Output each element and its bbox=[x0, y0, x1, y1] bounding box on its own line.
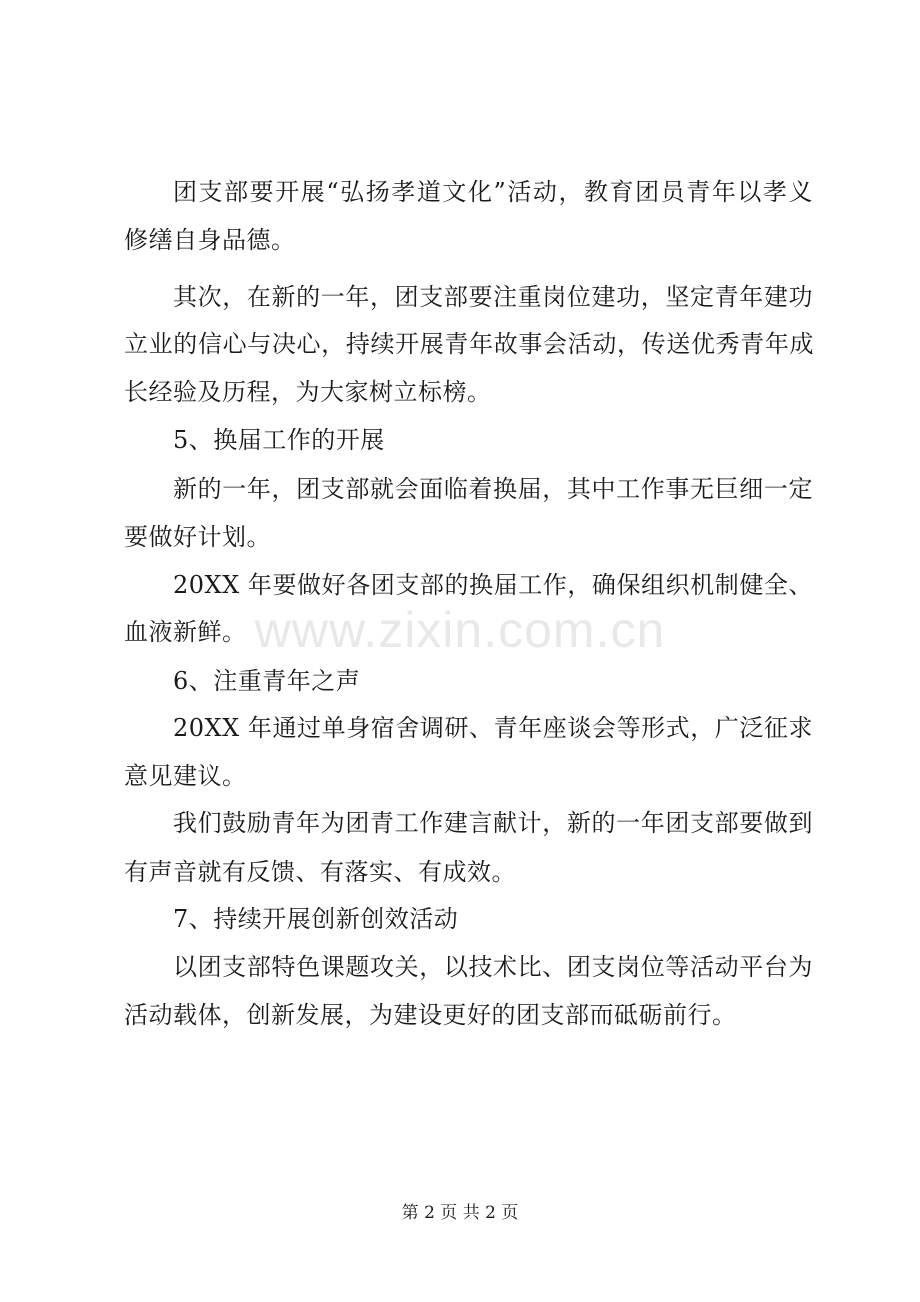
paragraph-line: 其次，在新的一年，团支部要注重岗位建功，坚定青年建功 bbox=[173, 283, 813, 311]
paragraph-line: 新的一年，团支部就会面临着换届，其中工作事无巨细一定 bbox=[173, 475, 813, 503]
paragraph-line: 要做好计划。 bbox=[124, 523, 271, 551]
paragraph-line: 20XX 年要做好各团支部的换届工作，确保组织机制健全、 bbox=[173, 571, 813, 599]
section-heading: 6、注重青年之声 bbox=[173, 667, 361, 695]
paragraph-line: 以团支部特色课题攻关，以技术比、团支岗位等活动平台为 bbox=[173, 953, 813, 981]
watermark: www.zixin.com.cn bbox=[254, 602, 666, 658]
page-footer: 第 2 页 共 2 页 bbox=[401, 1203, 519, 1223]
paragraph-line: 血液新鲜。 bbox=[124, 618, 247, 646]
paragraph-line: 有声音就有反馈、有落实、有成效。 bbox=[124, 858, 516, 886]
section-heading: 7、持续开展创新创效活动 bbox=[173, 905, 459, 933]
paragraph-line: 20XX 年通过单身宿舍调研、青年座谈会等形式，广泛征求 bbox=[173, 714, 813, 742]
paragraph-line: 立业的信心与决心，持续开展青年故事会活动，传送优秀青年成 bbox=[124, 330, 814, 358]
paragraph-line: 我们鼓励青年为团青工作建言献计，新的一年团支部要做到 bbox=[173, 809, 813, 837]
paragraph-line: 修缮自身品德。 bbox=[124, 226, 296, 254]
paragraph-line: 长经验及历程，为大家树立标榜。 bbox=[124, 378, 492, 406]
paragraph-line: 意见建议。 bbox=[124, 762, 247, 790]
paragraph-line: 团支部要开展“弘扬孝道文化”活动，教育团员青年以孝义 bbox=[173, 178, 813, 206]
section-heading: 5、换届工作的开展 bbox=[173, 426, 385, 454]
paragraph-line: 活动载体，创新发展，为建设更好的团支部而砥砺前行。 bbox=[124, 1001, 737, 1029]
